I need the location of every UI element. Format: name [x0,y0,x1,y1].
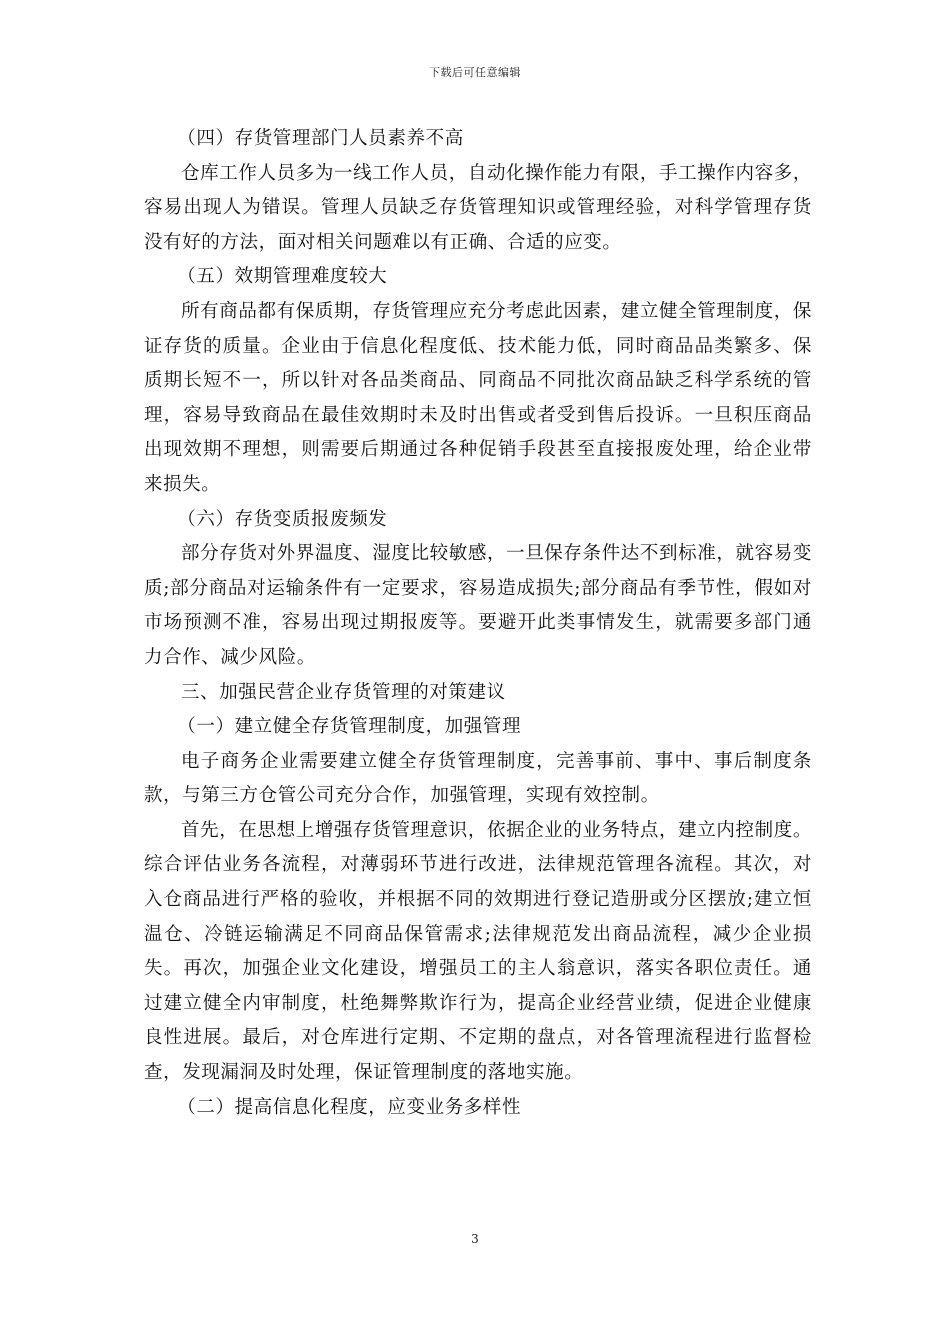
section-heading-6: （六）存货变质报废频发 [177,508,388,530]
section-heading-1: （一）建立健全存货管理制度，加强管理 [177,716,522,738]
body-paragraph: 电子商务企业需要建立健全存货管理制度，完善事前、事中、事后制度条款，与第三方仓管公司充分合作，加强管理，实现有效控制。 [144,750,812,807]
body-paragraph: 所有商品都有保质期，存货管理应充分考虑此因素，建立健全管理制度，保证存货的质量。企业由于信息化程度低、技术能力低，同时商品品类繁多、保质期长短不一，所以针对各品类商品、同商品不同批次商品缺乏科学系统的管理，容易导致商品在最佳效期时未及时出售或者受到售后投诉。一旦积压商品出现效期不理想，则需要后期通过各种促销手段甚至直接报废处理，给企业带来损失。 [144,300,812,495]
chapter-heading-3: 三、加强民营企业存货管理的对策建议 [181,681,506,703]
section-heading-2: （二）提高信息化程度，应变业务多样性 [177,1096,522,1118]
page-number: 3 [471,1232,479,1246]
section-heading-5: （五）效期管理难度较大 [177,266,388,288]
section-heading-4: （四）存货管理部门人员素养不高 [177,128,464,149]
body-paragraph: 部分存货对外界温度、湿度比较敏感，一旦保存条件达不到标准，就容易变质;部分商品对运输条件有一定要求，容易造成损失;部分商品有季节性，假如对市场预测不准，容易出现过期报废等。要避开此类事情发生，就需要多部门通力合作、减少风险。 [144,543,812,668]
page-header: 下载后可任意编辑 [429,66,521,79]
document-body [144,122,812,1125]
body-paragraph: 仓库工作人员多为一线工作人员，自动化操作能力有限，手工操作内容多，容易出现人为错误。管理人员缺乏存货管理知识或管理经验，对科学管理存货没有好的方法，面对相关问题难以有正确、合适的应变。 [144,162,812,253]
body-paragraph: 首先，在思想上增强存货管理意识，依据企业的业务特点，建立内控制度。综合评估业务各流程，对薄弱环节进行改进，法律规范管理各流程。其次，对入仓商品进行严格的验收，并根据不同的效期进行登记造册或分区摆放;建立恒温仓、冷链运输满足不同商品保管需求;法律规范发出商品流程，减少企业损失。再次，加强企业文化建设，增强员工的主人翁意识，落实各职位责任。通过建立健全内审制度，杜绝舞弊欺诈行为，提高企业经营业绩，促进企业健康良性进展。最后，对仓库进行定期、不定期的盘点，对各管理流程进行监督检查，发现漏洞及时处理，保证管理制度的落地实施。 [144,819,812,1084]
